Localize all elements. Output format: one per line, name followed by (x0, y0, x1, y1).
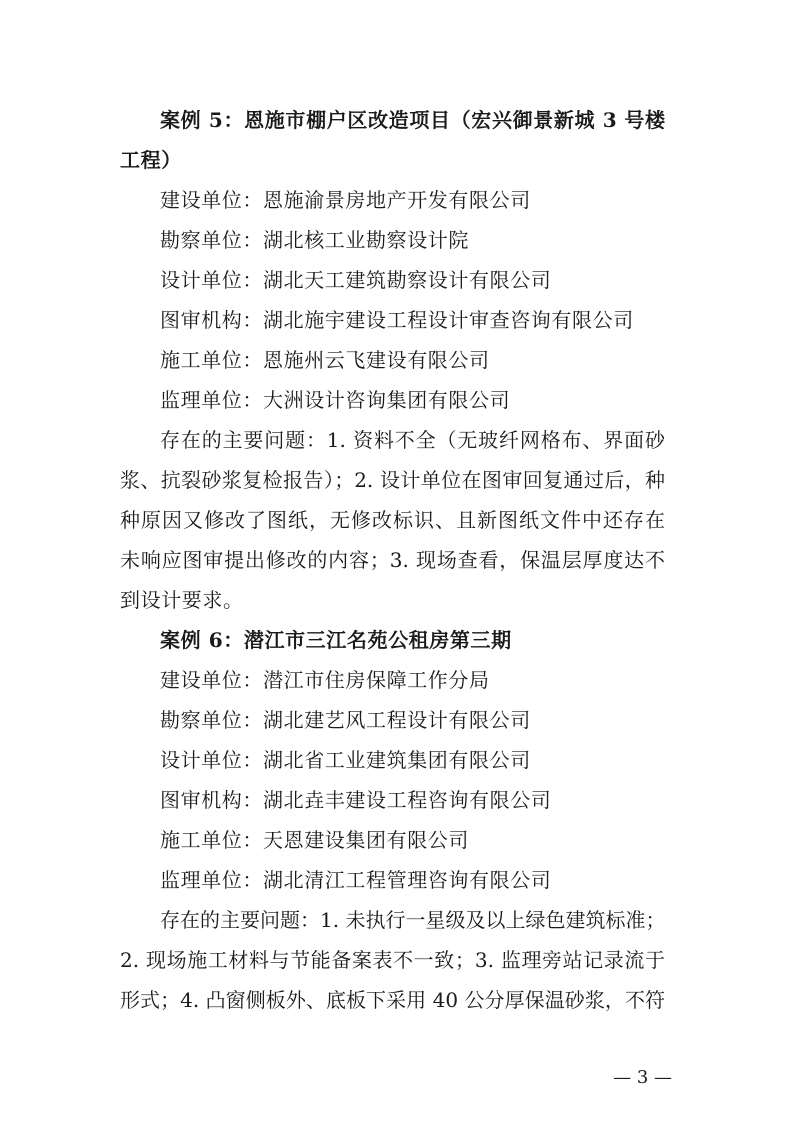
unit-label: 监理单位： (160, 388, 263, 412)
unit-value: 湖北省工业建筑集团有限公司 (263, 748, 531, 772)
case-5-section (120, 100, 665, 620)
issues-line: 种原因又修改了图纸，无修改标识、且新图纸文件中还存在 (120, 508, 665, 532)
case-5-title-continued: 工程） (120, 148, 182, 172)
unit-value: 湖北垚丰建设工程咨询有限公司 (263, 788, 552, 812)
unit-label: 建设单位： (160, 668, 263, 692)
unit-label: 施工单位： (160, 348, 263, 372)
unit-label: 图审机构： (160, 308, 263, 332)
case-6-unit-survey (120, 700, 665, 740)
issues-line: 2. 现场施工材料与节能备案表不一致；3. 监理旁站记录流于 (120, 948, 665, 972)
page-number: — 3 — (613, 1067, 672, 1088)
issues-line: 浆、抗裂砂浆复检报告）；2. 设计单位在图审回复通过后，种 (120, 468, 665, 492)
unit-value: 恩施州云飞建设有限公司 (263, 348, 490, 372)
case-6-unit-construction (120, 660, 665, 700)
unit-value: 潜江市住房保障工作分局 (263, 668, 490, 692)
page-content (120, 100, 665, 1020)
unit-value: 湖北天工建筑勘察设计有限公司 (263, 268, 552, 292)
unit-label: 施工单位： (160, 828, 263, 852)
unit-label: 勘察单位： (160, 228, 263, 252)
unit-value: 湖北建艺风工程设计有限公司 (263, 708, 531, 732)
issues-line: 到设计要求。 (120, 588, 244, 612)
issues-line: 存在的主要问题：1. 资料不全（无玻纤网格布、界面砂 (160, 428, 665, 452)
case-6-section (120, 620, 665, 1020)
unit-value: 天恩建设集团有限公司 (263, 828, 469, 852)
case-6-unit-builder (120, 820, 665, 860)
case-5-issues-paragraph (120, 420, 665, 620)
case-6-title: 案例 6：潜江市三江名苑公租房第三期 (160, 628, 512, 652)
unit-value: 大洲设计咨询集团有限公司 (263, 388, 511, 412)
unit-value: 恩施渝景房地产开发有限公司 (263, 188, 531, 212)
unit-value: 湖北核工业勘察设计院 (263, 228, 469, 252)
case-6-unit-supervision (120, 860, 665, 900)
case-6-unit-review (120, 780, 665, 820)
unit-label: 设计单位： (160, 748, 263, 772)
case-5-unit-builder (120, 340, 665, 380)
unit-label: 监理单位： (160, 868, 263, 892)
issues-line: 未响应图审提出修改的内容；3. 现场查看，保温层厚度达不 (120, 548, 665, 572)
case-5-unit-supervision (120, 380, 665, 420)
case-5-unit-design (120, 260, 665, 300)
unit-label: 建设单位： (160, 188, 263, 212)
unit-label: 勘察单位： (160, 708, 263, 732)
case-6-unit-design (120, 740, 665, 780)
issues-line: 存在的主要问题：1. 未执行一星级及以上绿色建筑标准； (160, 908, 666, 932)
unit-label: 设计单位： (160, 268, 263, 292)
case-5-unit-review (120, 300, 665, 340)
case-5-unit-survey (120, 220, 665, 260)
unit-value: 湖北清江工程管理咨询有限公司 (263, 868, 552, 892)
case-5-unit-construction (120, 180, 665, 220)
unit-value: 湖北施宇建设工程设计审查咨询有限公司 (263, 308, 634, 332)
case-5-title: 案例 5：恩施市棚户区改造项目（宏兴御景新城 3 号楼 (160, 108, 665, 132)
issues-line: 形式；4. 凸窗侧板外、底板下采用 40 公分厚保温砂浆，不符 (120, 988, 665, 1012)
case-6-issues-paragraph (120, 900, 665, 1020)
unit-label: 图审机构： (160, 788, 263, 812)
